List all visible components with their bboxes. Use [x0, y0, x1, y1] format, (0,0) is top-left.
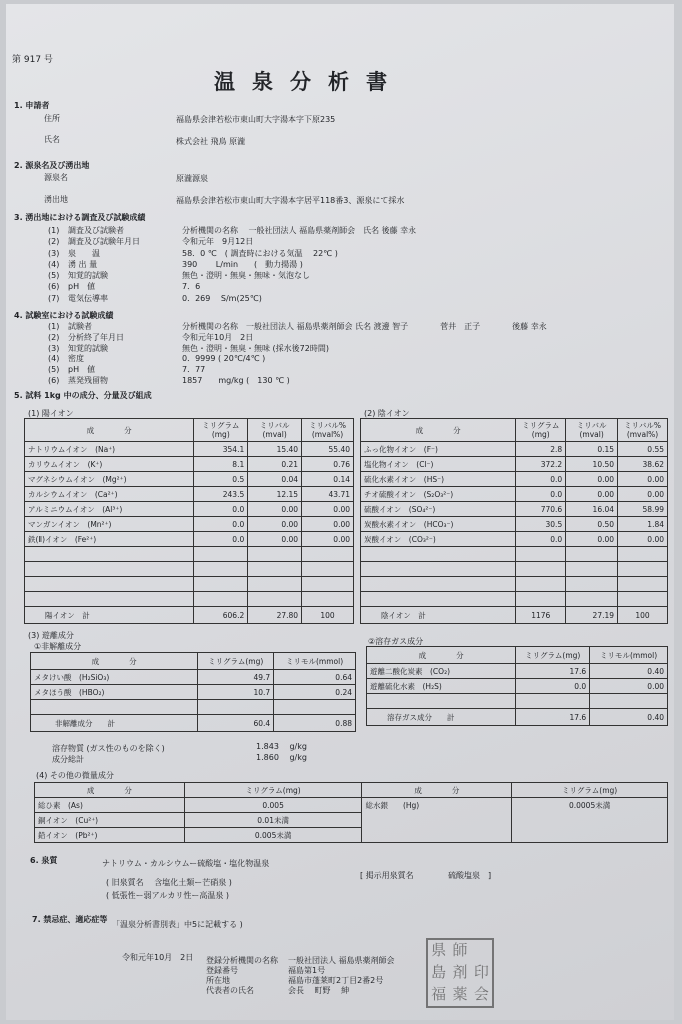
table-row: マンガンイオン (Mn²⁺) 0.0 0.00 0.00	[25, 517, 354, 532]
anion-total-row: 陰イオン 計 1176 27.19 100	[361, 607, 668, 624]
table-row: 塩化物イオン (Cl⁻) 372.2 10.50 38.62	[361, 457, 668, 472]
table-row: 鉛イオン (Pb²⁺) 0.005未満	[35, 828, 668, 843]
anion-title: (2) 陰イオン	[364, 409, 410, 418]
cation-header-row: 成 分 ミリグラム (mg) ミリバル (mval) ミリバル% (mval%)	[25, 419, 354, 442]
lab-test-values: 分析機関の名称 一般社団法人 福島県薬剤師会 氏名 渡邊 智子 菅井 正子 後藤 幸永 令和元年10月 2日 無色・澄明・無臭・無味 (採水後72時間) 0．9999 ( 20℃/4℃ ) 7．77 1857 mg/kg ( 130 ℃ )	[182, 322, 547, 385]
applicant-name: 株式会社 飛鳥 原瀧	[176, 137, 246, 146]
section-2-heading: 2. 源泉名及び湧出地	[14, 161, 90, 170]
cation-table	[24, 418, 354, 624]
table-row: 銅イオン (Cu²⁺) 0.01未満	[35, 813, 668, 828]
gas-header-row: 成 分 ミリグラム(mg) ミリモル(mmol)	[367, 647, 668, 664]
dissolved-value: 1.843 g/kg	[256, 742, 307, 751]
trace-header-row: 成 分 ミリグラム(mg) 成 分 ミリグラム(mg)	[35, 783, 668, 798]
applicant-address: 福島県会津若松市東山町大字湯本字下原235	[176, 115, 336, 124]
site-test-numbers: (1) (2) (3) (4) (5) (6) (7)	[48, 226, 60, 303]
section-6-heading: 6. 泉質	[30, 856, 58, 865]
spring-quality: ナトリウム・カルシウムー硫酸塩・塩化物温泉	[102, 859, 270, 868]
lab-test-labels: 試験者 分析終了年月日 知覚的試験 密度 pH 値 蒸発残留物	[68, 322, 124, 385]
nonvolatile-total-row: 非解離成分 計 60.4 0.88	[31, 715, 356, 732]
section-5-heading: 5. 試料 1kg 中の成分、分量及び組成	[14, 391, 152, 400]
table-row: 硫酸イオン (SO₄²⁻) 770.6 16.04 58.99	[361, 502, 668, 517]
site-test-labels: 調査及び試験者 調査及び試験年月日 泉 温 湧 出 量 知覚的試験 pH 値 電気伝導率	[68, 226, 140, 303]
section-1-heading: 1. 申請者	[14, 101, 50, 110]
nonvolatile-table	[30, 652, 356, 732]
gas-title: ②溶存ガス成分	[368, 637, 424, 646]
table-row: 総ひ素 (As) 0.005 総水銀 (Hg) 0.0005未満	[35, 798, 668, 813]
analysis-document	[6, 4, 674, 1020]
address-label: 住所	[44, 114, 60, 123]
table-row: 硫化水素イオン (HS⁻) 0.0 0.00 0.00	[361, 472, 668, 487]
posted-quality-label: [ 掲示用泉質名	[360, 871, 414, 880]
source-name-label: 源泉名	[44, 173, 68, 182]
section-7-note: 「温泉分析書別表」中5に記載する )	[112, 920, 243, 929]
table-row: チオ硫酸イオン (S₂O₃²⁻) 0.0 0.00 0.00	[361, 487, 668, 502]
table-row: メタほう酸 (HBO₂) 10.7 0.24	[31, 685, 356, 700]
source-location: 福島県会津若松市東山町大字湯本字居平118番3、源泉にて採水	[176, 196, 405, 205]
cation-total-row: 陽イオン 計 606.2 27.80 100	[25, 607, 354, 624]
table-row: 遊離硫化水素 (H₂S) 0.0 0.00	[367, 679, 668, 694]
registration-values: 一般社団法人 福島県薬剤師会 福島第1号 福島市蓬莱町2丁目2番2号 会長 町野 紳	[288, 956, 395, 995]
anion-header-row: 成 分 ミリグラム (mg) ミリバル (mval) ミリバル% (mval%)	[361, 419, 668, 442]
issue-date: 令和元年10月 2日	[122, 953, 194, 962]
table-row: カリウムイオン (K⁺) 8.1 0.21 0.76	[25, 457, 354, 472]
tonicity: ( 低張性ー弱アルカリ性ー高温泉 )	[106, 891, 230, 900]
table-row: マグネシウムイオン (Mg²⁺) 0.5 0.04 0.14	[25, 472, 354, 487]
cation-title: (1) 陽イオン	[28, 409, 74, 418]
table-row: 遊離二酸化炭素 (CO₂) 17.6 0.40	[367, 664, 668, 679]
nonvolatile-header-row: 成 分 ミリグラム(mg) ミリモル(mmol)	[31, 653, 356, 670]
trace-table	[34, 782, 668, 843]
document-title: 温泉分析書	[214, 69, 404, 94]
gas-table	[366, 646, 668, 726]
table-row: アルミニウムイオン (Al³⁺) 0.0 0.00 0.00	[25, 502, 354, 517]
name-label: 氏名	[44, 135, 60, 144]
table-row: 炭酸イオン (CO₃²⁻) 0.0 0.00 0.00	[361, 532, 668, 547]
table-row: 鉄(Ⅱ)イオン (Fe²⁺) 0.0 0.00 0.00	[25, 532, 354, 547]
section-7-heading: 7. 禁忌症、適応症等	[32, 915, 108, 924]
document-number: 第 917 号	[12, 55, 53, 65]
source-name: 原瀧源泉	[176, 174, 208, 183]
gas-total-row: 溶存ガス成分 計 17.6 0.40	[367, 709, 668, 726]
table-row: ナトリウムイオン (Na⁺) 354.1 15.40 55.40	[25, 442, 354, 457]
location-label: 湧出地	[44, 195, 68, 204]
lab-test-numbers: (1) (2) (3) (4) (5) (6)	[48, 322, 60, 385]
table-row: メタけい酸 (H₂SiO₃) 49.7 0.64	[31, 670, 356, 685]
table-row: 炭酸水素イオン (HCO₃⁻) 30.5 0.50 1.84	[361, 517, 668, 532]
undissociated-title: (3) 遊離成分	[28, 631, 74, 640]
official-seal: 県 師 島 剤 印 福 薬 会	[426, 938, 494, 1008]
old-quality-name: ( 旧泉質名 含塩化土類ー芒硝泉 )	[106, 878, 232, 887]
table-row: カルシウムイオン (Ca²⁺) 243.5 12.15 43.71	[25, 487, 354, 502]
trace-title: (4) その他の微量成分	[36, 771, 114, 780]
posted-quality: 硫酸塩泉 ]	[448, 871, 492, 880]
total-value: 1.860 g/kg	[256, 753, 307, 762]
anion-table	[360, 418, 668, 624]
registration-labels: 登録分析機関の名称 登録番号 所在地 代表者の氏名	[206, 956, 278, 995]
section-3-heading: 3. 湧出地における調査及び試験成績	[14, 213, 146, 222]
dissolved-label: 溶存物質 (ガス性のものを除く)	[52, 744, 165, 753]
total-label: 成分総計	[52, 755, 84, 764]
table-row: ふっ化物イオン (F⁻) 2.8 0.15 0.55	[361, 442, 668, 457]
section-4-heading: 4. 試験室における試験成績	[14, 311, 114, 320]
site-test-values: 分析機関の名称 一般社団法人 福島県薬剤師会 氏名 後藤 幸永 令和元年 9月12日 58．0 ℃ ( 調査時における気温 22℃ ) 390 L/min ( 動力揚湯 ) 無色・澄明・無臭・無味・気泡なし 7．6 0．269 S/m(25℃)	[182, 226, 417, 303]
nonvolatile-title: ①非解離成分	[34, 642, 82, 651]
